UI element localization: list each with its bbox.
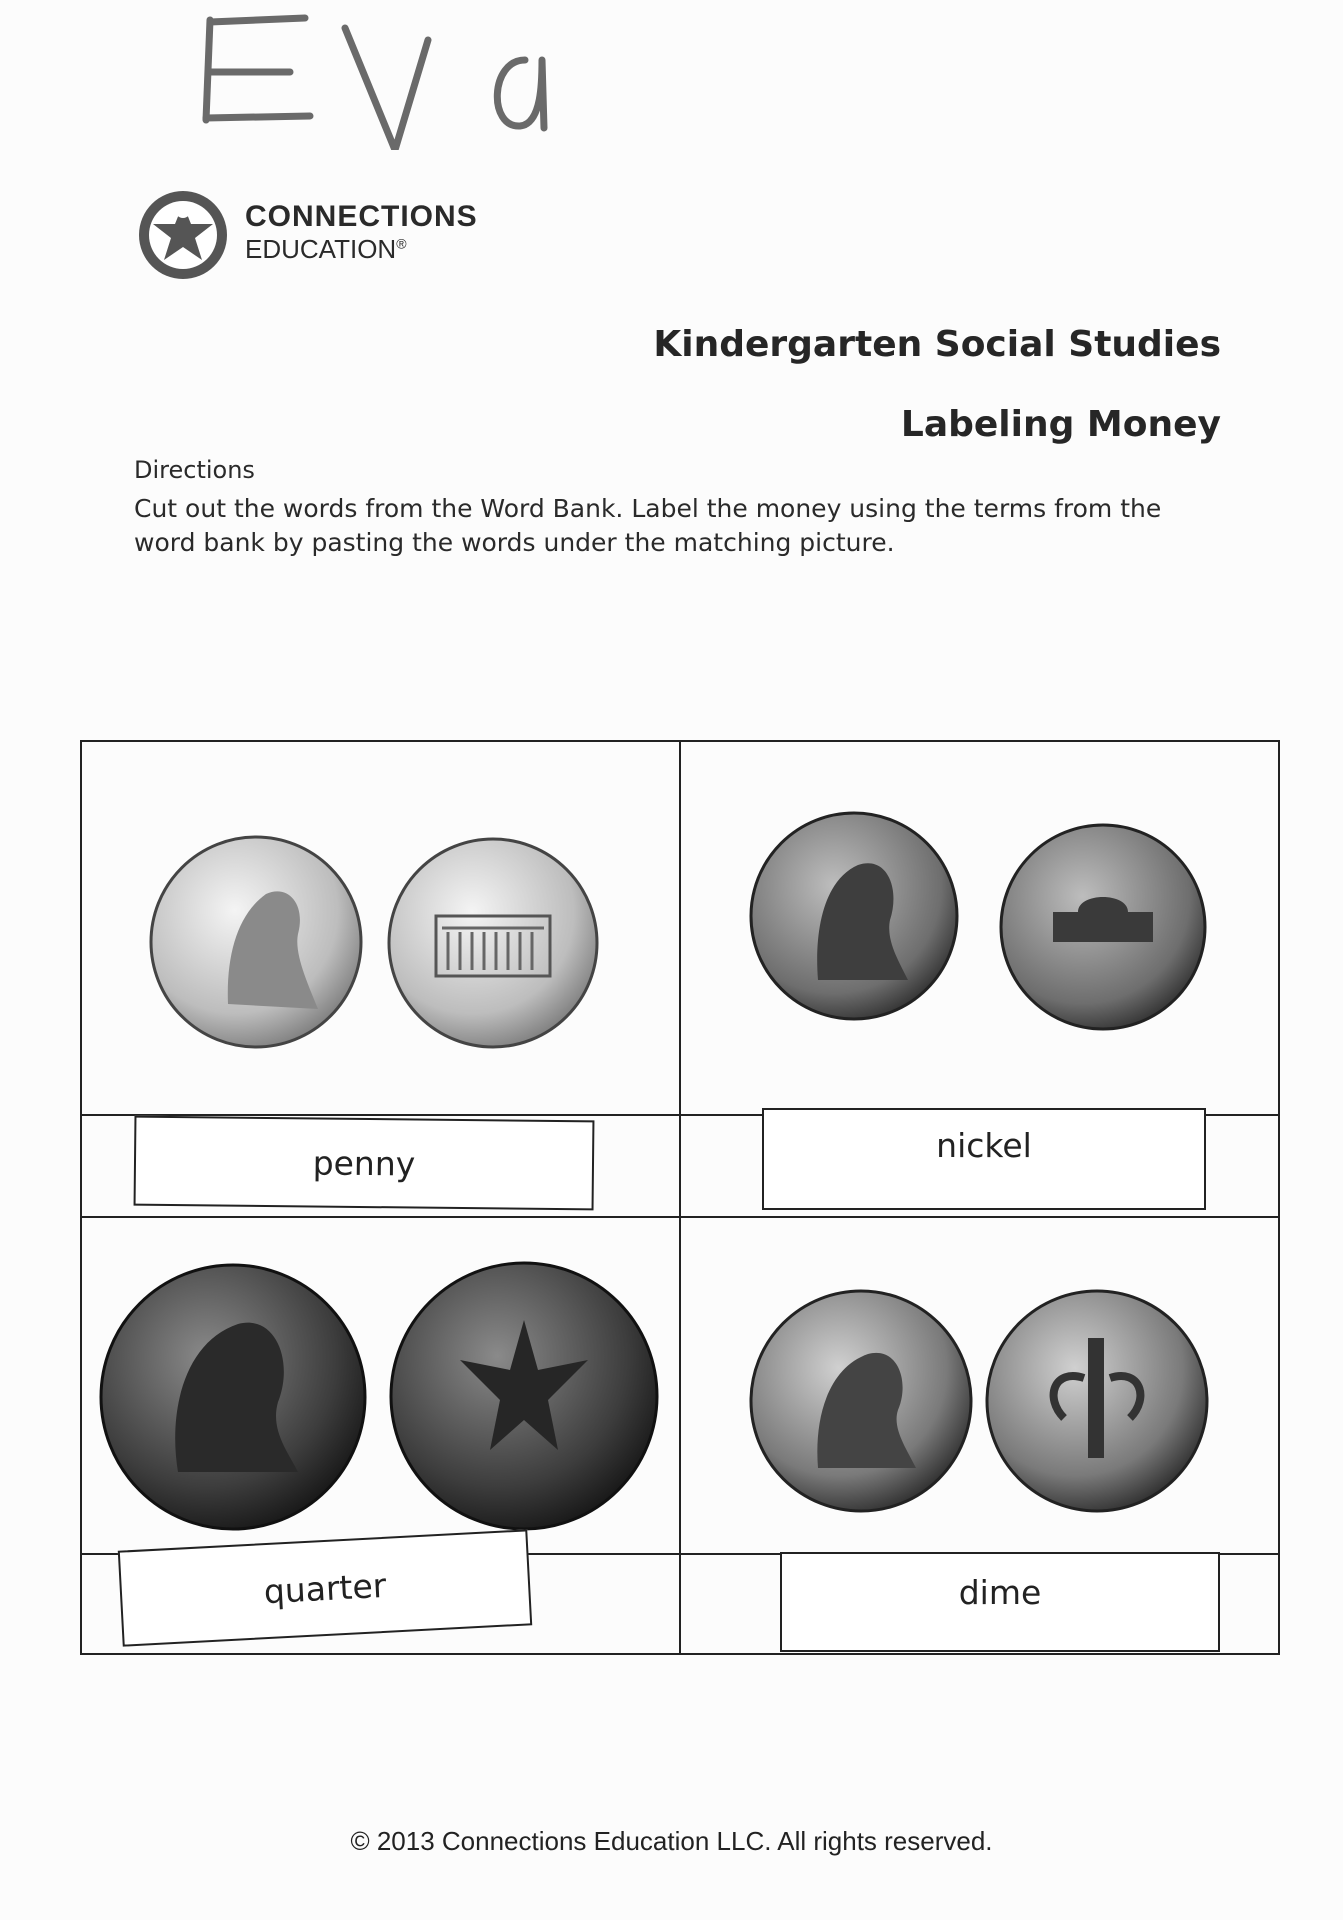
dime-front-image xyxy=(748,1288,974,1514)
copyright-notice: © 2013 Connections Education LLC. All rights reserved. xyxy=(350,1826,993,1856)
quarter-back-image xyxy=(388,1260,660,1532)
word-label-nickel: nickel xyxy=(762,1108,1206,1210)
handwritten-name xyxy=(170,0,590,150)
quarter-front-image xyxy=(98,1262,368,1532)
penny-front-image xyxy=(148,834,364,1050)
directions-text: Cut out the words from the Word Bank. Label the money using the terms from the word bank by pasting the words under the matching picture. xyxy=(134,494,1162,557)
dime-back-image xyxy=(984,1288,1210,1514)
word-label-penny: penny xyxy=(134,1116,595,1211)
nickel-front-image xyxy=(748,810,960,1022)
worksheet-title: Labeling Money xyxy=(900,404,1221,445)
logo-wordmark-line2: EDUCATION® xyxy=(245,234,407,264)
word-label-quarter: quarter xyxy=(118,1529,532,1646)
logo-wordmark-line1: CONNECTIONS xyxy=(245,200,478,233)
directions-heading: Directions xyxy=(134,456,255,484)
word-label-dime: dime xyxy=(780,1552,1220,1652)
coin-grid xyxy=(80,740,1280,1655)
nickel-back-image xyxy=(998,822,1208,1032)
course-title: Kindergarten Social Studies xyxy=(653,324,1221,365)
penny-back-image xyxy=(386,836,600,1050)
